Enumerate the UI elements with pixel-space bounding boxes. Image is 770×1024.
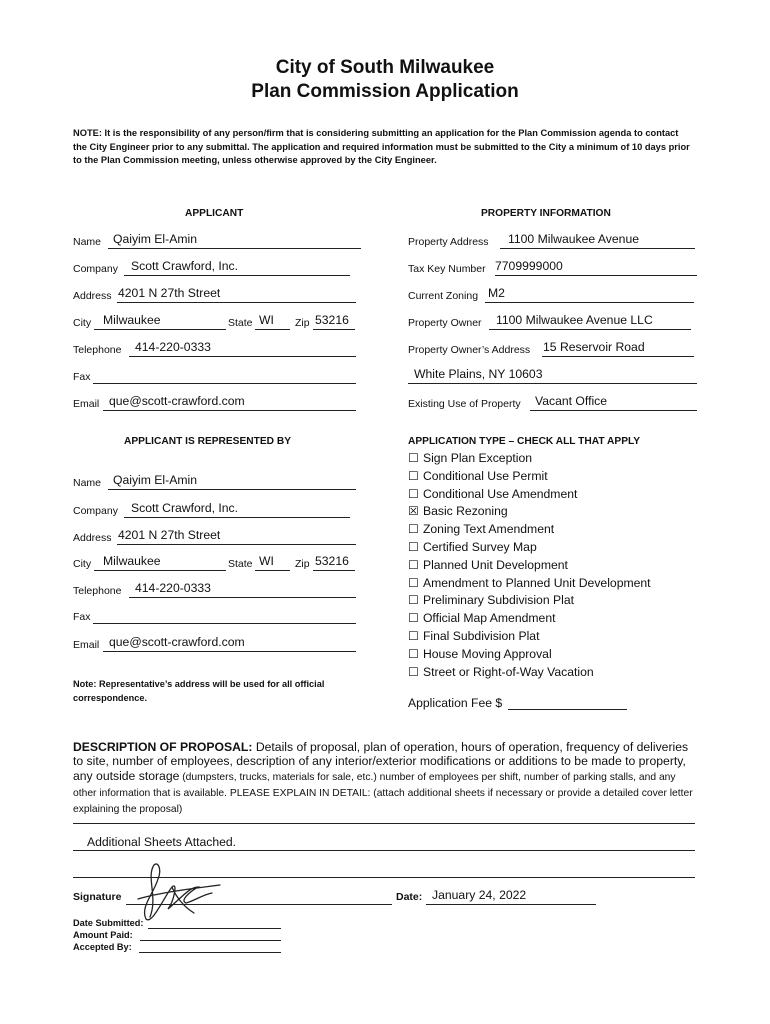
rep-address-row: [73, 528, 363, 546]
representative-header: APPLICANT IS REPRESENTED BY: [124, 436, 291, 447]
applicant-email-row: [73, 394, 363, 412]
applicant-telephone-field[interactable]: 414-220-0333: [135, 340, 211, 354]
applicant-zip-label: Zip: [295, 317, 310, 329]
rep-telephone-field[interactable]: 414-220-0333: [135, 581, 211, 595]
applicant-address-field[interactable]: 4201 N 27th Street: [118, 286, 221, 300]
property-owner-address-row: [408, 340, 698, 358]
property-address-row: [408, 232, 698, 250]
application-fee-field[interactable]: [508, 709, 627, 710]
applicant-zip-field[interactable]: 53216: [315, 313, 349, 327]
rep-address-label: Address: [73, 532, 112, 544]
property-existing-use-row: [408, 394, 698, 412]
page-title: City of South Milwaukee: [275, 57, 495, 78]
description-line-1[interactable]: [73, 823, 695, 824]
property-taxkey-field[interactable]: 7709999000: [495, 259, 563, 273]
submission-note: NOTE: It is the responsibility of any person/firm that is considering submitting an application for the Plan Commission agenda to contact the City Engineer prior to any submittal. The application and required information must be submitted to the City a minimum of 10 days prior to the Plan Commission meeting, unless otherwise approved by the City Engineer.: [73, 128, 690, 166]
property-address-field[interactable]: 1100 Milwaukee Avenue: [508, 232, 639, 246]
application-type-option-label: Preliminary Subdivision Plat: [422, 593, 574, 608]
description-label: DESCRIPTION OF PROPOSAL:: [73, 740, 253, 754]
applicant-state-field[interactable]: WI: [259, 313, 274, 327]
property-owner-address-line2-field[interactable]: White Plains, NY 10603: [414, 367, 543, 381]
application-type-option: [408, 629, 539, 643]
application-fee-row: [408, 696, 638, 711]
applicant-state-label: State: [228, 317, 253, 329]
rep-city-row: [73, 554, 363, 572]
rep-state-field[interactable]: WI: [259, 554, 274, 568]
checkbox[interactable]: ☐: [408, 557, 419, 572]
checkbox[interactable]: ☐: [408, 522, 419, 537]
application-type-option: [408, 504, 508, 518]
application-type-option: [408, 522, 554, 536]
representative-note: Note: Representative’s address will be used for all official correspondence.: [73, 679, 325, 703]
rep-name-field[interactable]: Qaiyim El-Amin: [113, 473, 197, 487]
accepted-by-field[interactable]: [139, 952, 281, 953]
rep-company-label: Company: [73, 505, 118, 517]
checkbox[interactable]: ☐: [408, 486, 419, 501]
property-owner-label: Property Owner: [408, 317, 482, 329]
property-zoning-row: [408, 286, 698, 304]
application-type-option-label: Conditional Use Permit: [422, 468, 548, 483]
property-existing-use-label: Existing Use of Property: [408, 398, 521, 410]
checkbox[interactable]: ☐: [408, 664, 419, 679]
applicant-fax-field[interactable]: [93, 383, 356, 384]
applicant-address-label: Address: [73, 290, 112, 302]
application-type-option-label: Certified Survey Map: [422, 540, 537, 554]
rep-state-label: State: [228, 558, 253, 570]
applicant-company-label: Company: [73, 263, 118, 275]
application-type-option-label: Sign Plan Exception: [422, 451, 533, 465]
application-type-option-label: Street or Right-of-Way Vacation: [422, 664, 594, 679]
checkbox[interactable]: ☒: [408, 504, 419, 519]
applicant-name-row: [73, 232, 363, 250]
application-type-option: [408, 487, 577, 501]
application-type-option-label: Zoning Text Amendment: [422, 522, 555, 537]
applicant-fax-label: Fax: [73, 371, 91, 383]
application-type-option-label: Planned Unit Development: [422, 557, 568, 572]
date-submitted-label: Date Submitted:: [73, 918, 144, 928]
description-block: [73, 740, 698, 817]
property-owner-row: [408, 313, 698, 331]
checkbox[interactable]: ☐: [408, 611, 419, 626]
application-type-option: [408, 558, 568, 572]
applicant-address-row: [73, 286, 363, 304]
property-owner-field[interactable]: 1100 Milwaukee Avenue LLC: [496, 313, 653, 327]
property-taxkey-label: Tax Key Number: [408, 263, 486, 275]
property-address-label: Property Address: [408, 236, 489, 248]
rep-city-field[interactable]: Milwaukee: [103, 554, 161, 568]
rep-email-label: Email: [73, 639, 100, 651]
rep-fax-row: [73, 611, 363, 625]
description-text-small: (dumpsters, trucks, materials for sale, etc.) number of employees per shift, number of parking stalls, and any other information that is available. PLEASE EXPLAIN IN DETAIL: (attach additional sheets if necessary or provide a detailed cover letter explaining the proposal): [73, 771, 693, 816]
checkbox[interactable]: ☐: [408, 451, 419, 465]
property-owner-address-line2-row: [408, 367, 698, 385]
rep-company-field[interactable]: Scott Crawford, Inc.: [131, 501, 239, 515]
application-type-header: APPLICATION TYPE – CHECK ALL THAT APPLY: [408, 436, 641, 447]
applicant-name-field[interactable]: Qaiyim El-Amin: [113, 232, 197, 246]
applicant-header: APPLICANT: [185, 208, 244, 219]
rep-email-field[interactable]: que@scott-crawford.com: [109, 635, 245, 649]
application-type-option: [408, 611, 555, 625]
application-type-option-label: Conditional Use Amendment: [422, 486, 578, 501]
applicant-email-field[interactable]: que@scott-crawford.com: [109, 394, 245, 408]
property-owner-address-field[interactable]: 15 Reservoir Road: [543, 340, 645, 354]
rep-zip-label: Zip: [295, 558, 310, 570]
applicant-company-field[interactable]: Scott Crawford, Inc.: [131, 259, 239, 273]
application-type-option: [408, 451, 532, 465]
applicant-email-label: Email: [73, 398, 100, 410]
application-type-option: [408, 469, 548, 483]
property-existing-use-field[interactable]: Vacant Office: [535, 394, 608, 408]
rep-company-row: [73, 501, 363, 519]
rep-email-row: [73, 635, 363, 653]
applicant-name-label: Name: [73, 236, 102, 248]
signature-label: Signature: [73, 891, 122, 903]
accepted-by-label: Accepted By:: [73, 942, 132, 952]
date-label: Date:: [396, 891, 423, 903]
rep-zip-field[interactable]: 53216: [315, 554, 349, 568]
application-type-option-label: Basic Rezoning: [422, 504, 508, 519]
description-entry: Additional Sheets Attached.: [87, 835, 237, 849]
application-type-option-label: Amendment to Planned Unit Development: [422, 575, 651, 590]
rep-city-label: City: [73, 558, 92, 570]
application-type-option: [408, 576, 651, 590]
property-zoning-field[interactable]: M2: [488, 286, 505, 300]
rep-fax-field[interactable]: [93, 623, 356, 624]
applicant-fax-row: [73, 371, 363, 385]
rep-address-field[interactable]: 4201 N 27th Street: [118, 528, 221, 542]
date-submitted-field[interactable]: [148, 928, 281, 929]
checkbox[interactable]: ☐: [408, 540, 419, 554]
rep-telephone-row: [73, 581, 363, 599]
checkbox[interactable]: ☐: [408, 646, 419, 661]
signature-image: [128, 857, 228, 927]
rep-fax-label: Fax: [73, 611, 91, 623]
description-text: Details of proposal, plan of operation, hours of operation, frequency of deliveries to site, number of employees, description of any interior/exterior modifications or additions to be made to property, any outside storage: [73, 740, 689, 783]
checkbox[interactable]: ☐: [408, 468, 419, 483]
applicant-telephone-row: [73, 340, 363, 358]
amount-paid-field[interactable]: [140, 940, 281, 941]
property-taxkey-row: [408, 259, 698, 277]
rep-name-row: [73, 473, 363, 491]
checkbox[interactable]: ☐: [408, 629, 419, 643]
applicant-company-row: [73, 259, 363, 277]
checkbox[interactable]: ☐: [408, 575, 419, 590]
rep-name-label: Name: [73, 477, 102, 489]
property-owner-address-label: Property Owner’s Address: [408, 344, 531, 356]
applicant-city-label: City: [73, 317, 92, 329]
applicant-city-row: [73, 313, 363, 331]
date-field[interactable]: January 24, 2022: [432, 888, 527, 902]
application-type-option-label: House Moving Approval: [422, 646, 552, 661]
application-type-option: [408, 540, 537, 554]
application-type-option-label: Official Map Amendment: [422, 611, 556, 626]
amount-paid-label: Amount Paid:: [73, 930, 133, 940]
application-fee-label: Application Fee $: [408, 696, 503, 710]
property-zoning-label: Current Zoning: [408, 290, 479, 302]
rep-telephone-label: Telephone: [73, 585, 122, 597]
date-line: [426, 904, 596, 905]
page-subtitle: Plan Commission Application: [251, 81, 519, 102]
description-line-2[interactable]: [73, 850, 695, 851]
property-header: PROPERTY INFORMATION: [481, 208, 611, 219]
checkbox[interactable]: ☐: [408, 593, 419, 608]
application-type-option: [408, 647, 552, 661]
applicant-telephone-label: Telephone: [73, 344, 122, 356]
application-type-option: [408, 665, 594, 679]
applicant-city-field[interactable]: Milwaukee: [103, 313, 161, 327]
application-type-option: [408, 593, 574, 607]
application-type-option-label: Final Subdivision Plat: [422, 629, 540, 643]
